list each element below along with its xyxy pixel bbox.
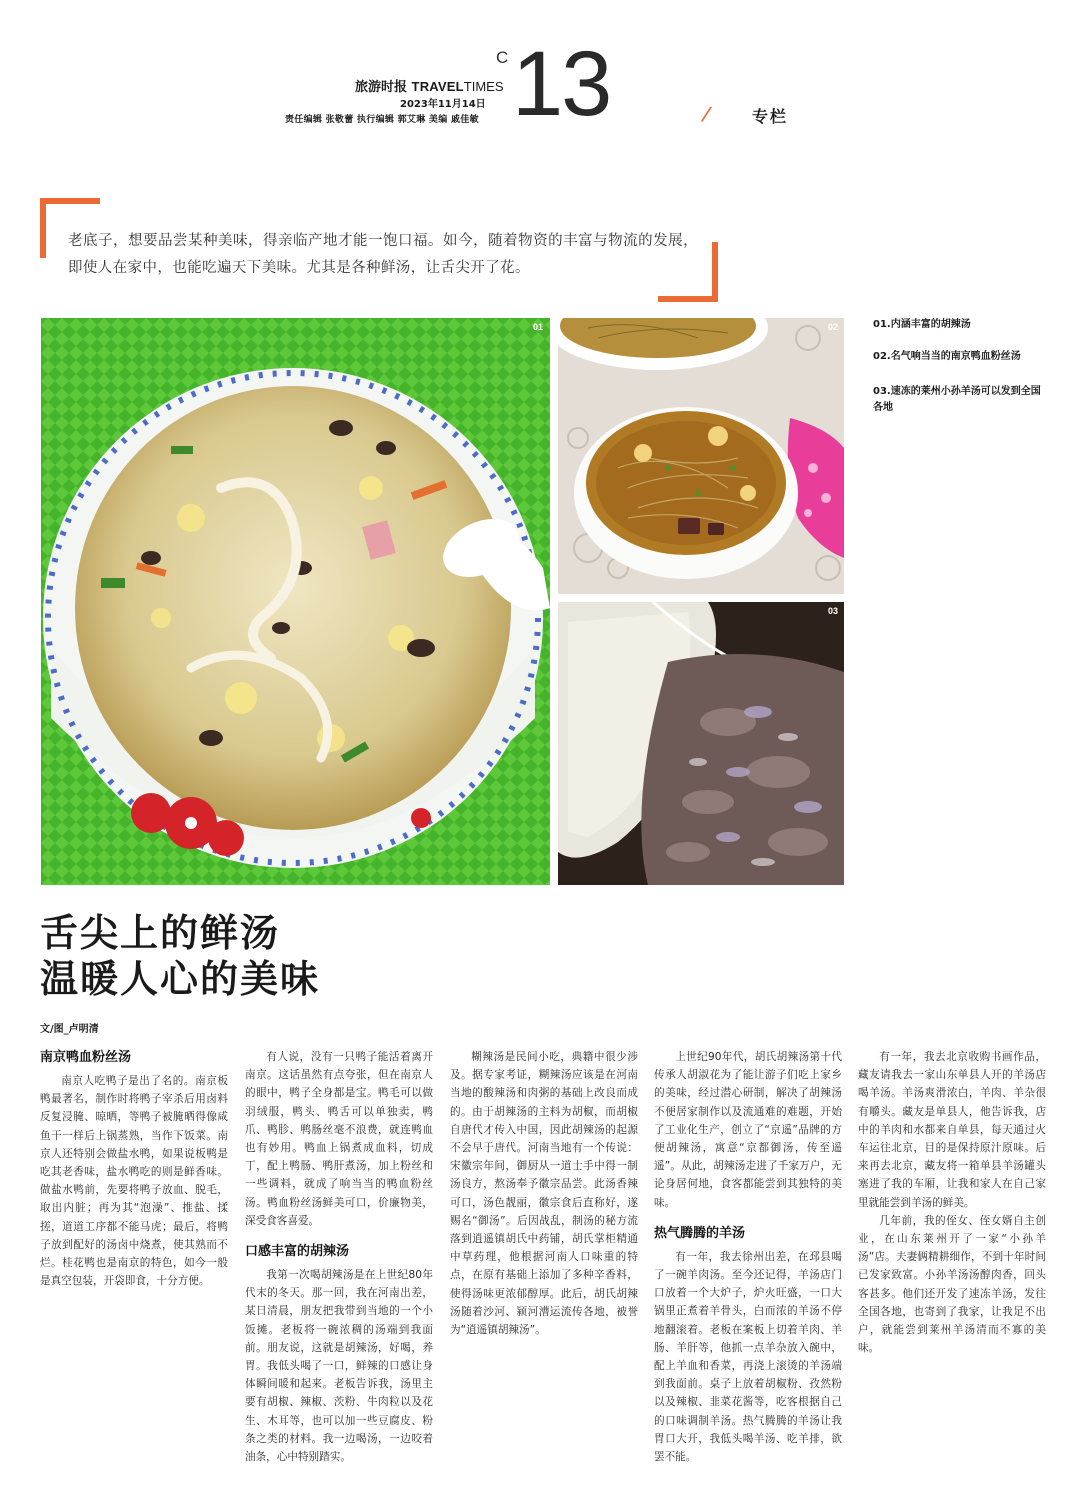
intro-lead: 老底子，想要品尝某种美味，得亲临产地才能一饱口福。如今，随着物资的丰富与物流的发展，即使人在家中，也能吃遍天下美味。尤其是各种鲜汤，让舌尖开了花。 xyxy=(68,233,698,276)
article-column-3 xyxy=(450,1048,638,1339)
paragraph: 糊辣汤是民间小吃，典籍中很少涉及。据专家考证，糊辣汤应该是在河南当地的酸辣汤和肉粥的基础上改良而成的。由于胡辣汤的主料为胡椒，而胡椒自唐代才传入中国，因此胡辣汤的起源不会早于唐代。河南当地有一个传说：宋徽宗年间，御厨从一道士手中得一制汤良方，熬汤奉予徽宗品尝。此汤香辣可口，汤色靓丽，徽宗食后直称好，遂赐名“御汤”。后因战乱，制汤的秘方流落到逍遥镇胡氏中药铺，胡氏掌柜精通中草药理，他根据河南人口味重的特点，在原有基础上添加了多种辛香料，使得汤味更浓郁醇厚。此后，胡氏胡辣汤随着沙河、颍河漕运流传各地，被誉为“逍遥镇胡辣汤”。 xyxy=(450,1051,638,1337)
headline-line-1: 舌尖上的鲜汤 xyxy=(40,910,281,955)
page-number: 13 xyxy=(512,33,611,135)
paragraph: 上世纪90年代，胡氏胡辣汤第十代传承人胡淑花为了能让游子们吃上家乡的美味，经过潜心研制，解决了胡辣汤不便居家制作以及流通难的难题，开始了工业化生产，创立了“京遥”品牌的方便胡辣汤，寓意“京都御汤，传至遥遥”。从此，胡辣汤走进了千家万户，无论身居何地，食客都能尝到其独特的美味。 xyxy=(654,1051,842,1209)
photo-hulatang xyxy=(41,318,550,885)
headline-line-2: 温暖人心的美味 xyxy=(40,956,321,1001)
column-name: 专栏 xyxy=(752,107,789,126)
byline: 文/图_卢明清 xyxy=(40,1024,99,1035)
photo3-number: 03 xyxy=(827,606,838,616)
paragraph: 南京人吃鸭子是出了名的。南京板鸭最著名，制作时将鸭子宰杀后用卤料反复浸腌、晾晒，等鸭子被腌晒得像咸鱼干一样后上锅蒸熟，当作下饭菜。南京人还特别会做盐水鸭，如果说板鸭是吃其老香味，盐水鸭吃的则是鲜香味。做盐水鸭前，先要将鸭子放血、脱毛，取出内脏；再为其“泡澡”、推盐、揉搓，道道工序都不能马虎；最后，将鸭子放到配好的汤卤中烧煮，使其熟而不烂。桂花鸭也是南京的特色，如今一般是真空包装，开袋即食，十分方便。 xyxy=(40,1075,228,1288)
photo-frozen-lamb-soup xyxy=(558,602,844,885)
issue-date: 2023年11月14日 xyxy=(400,99,486,110)
photo-duck-blood-soup xyxy=(558,318,844,594)
section-title-duck-blood: 南京鸭血粉丝汤 xyxy=(40,1050,132,1065)
photo1-number: 01 xyxy=(532,322,543,332)
article-column-2 xyxy=(245,1048,433,1466)
paragraph: 几年前，我的侄女、侄女婿自主创业，在山东莱州开了一家“小孙羊汤”店。夫妻俩精耕细作，不到十年时间已发家致富。小孙羊汤汤醇肉香，回头客甚多。他们还开发了速冻羊汤，发往全国各地，也寄到了我家，让我足不出户，就能尝到莱州羊汤清而不寡的美味。 xyxy=(858,1214,1046,1355)
duck-blood-soup-illustration xyxy=(558,318,844,594)
editors-credit: 责任编辑 张敬蕾 执行编辑 郭艾琳 美编 戚佳敏 xyxy=(285,115,479,125)
section-title-hulatang: 口感丰富的胡辣汤 xyxy=(245,1244,350,1260)
photo-caption-2: 02.名气响当当的南京鸭血粉丝汤 xyxy=(873,351,1021,362)
paragraph: 有一年，我去徐州出差，在邳县喝了一碗羊肉汤。至今还记得，羊汤店门口放着一个大炉子，炉火旺盛，一口大锅里正煮着羊骨头，白而浓的羊汤不停地翻滚着。老板在案板上切着羊肉、羊肠、羊肝等，他抓一点羊杂放入碗中，配上羊血和香菜，再浇上滚烫的羊汤端到我面前。桌子上放着胡椒粉、孜然粉以及辣椒、韭菜花酱等，吃客根据自己的口味调制羊汤。热气腾腾的羊汤让我胃口大开，我低头喝羊汤、吃羊排，欲罢不能。 xyxy=(654,1250,842,1464)
newspaper-name-cn: 旅游时报 xyxy=(355,80,408,95)
newspaper-name-en-thin: TIMES xyxy=(463,79,504,94)
section-title-lamb-soup: 热气腾腾的羊汤 xyxy=(654,1225,746,1241)
hulatang-bowl-illustration xyxy=(41,318,550,885)
photo2-number: 02 xyxy=(827,322,838,332)
newspaper-name-en-bold: TRAVEL xyxy=(411,79,464,94)
section-letter: C xyxy=(496,48,509,67)
paragraph: 有人说，没有一只鸭子能活着离开南京。这话虽然有点夸张，但在南京人的眼中，鸭子全身都是宝。鸭毛可以做羽绒服，鸭头、鸭舌可以单独卖，鸭爪、鸭胗、鸭肠丝毫不浪费，就连鸭血也有妙用。鸭血上锅煮成血料，切成丁，配上鸭肠、鸭肝煮汤，加上粉丝和一些调料，就成了响当当的鸭血粉丝汤。鸭血粉丝汤鲜美可口，价廉物美，深受食客喜爱。 xyxy=(245,1051,433,1227)
article-headline xyxy=(40,910,320,1002)
paragraph: 有一年，我去北京收购书画作品，藏友请我去一家山东单县人开的羊汤店喝羊汤。羊汤爽滑浓白，羊肉、羊杂很有嚼头。藏友是单县人，他告诉我，店中的羊肉和水都来自单县，每天通过火车运往北京，目的是保持原汁原味。后来再去北京，藏友将一箱单县羊汤罐头塞进了我的车厢，让我和家人在自己家里就能尝到羊汤的鲜美。 xyxy=(858,1051,1046,1209)
article-column-4 xyxy=(654,1048,842,1466)
slash-divider-icon: / xyxy=(699,104,713,125)
newspaper-name xyxy=(355,76,504,95)
article-column-1 xyxy=(40,1048,228,1290)
frozen-lamb-soup-illustration xyxy=(558,602,844,885)
paragraph: 我第一次喝胡辣汤是在上世纪80年代末的冬天。那一回，我在河南出差，某日清晨，朋友把我带到当地的一个小饭摊。老板将一碗浓稠的汤端到我面前。朋友说，这就是胡辣汤，好喝，养胃。我低头喝了一口，鲜辣的口感让身体瞬间暖和起来。老板告诉我，汤里主要有胡椒、辣椒、茨粉、牛肉粒以及花生、木耳等，也可以加一些豆腐皮、粉条之类的材料。我一边喝汤，一边咬着油条，心中特别踏实。 xyxy=(245,1269,433,1464)
article-column-5 xyxy=(858,1048,1046,1357)
photo-caption-1: 01.内涵丰富的胡辣汤 xyxy=(873,319,971,330)
photo-caption-3: 03.速冻的莱州小孙羊汤可以发到全国各地 xyxy=(873,386,1041,413)
